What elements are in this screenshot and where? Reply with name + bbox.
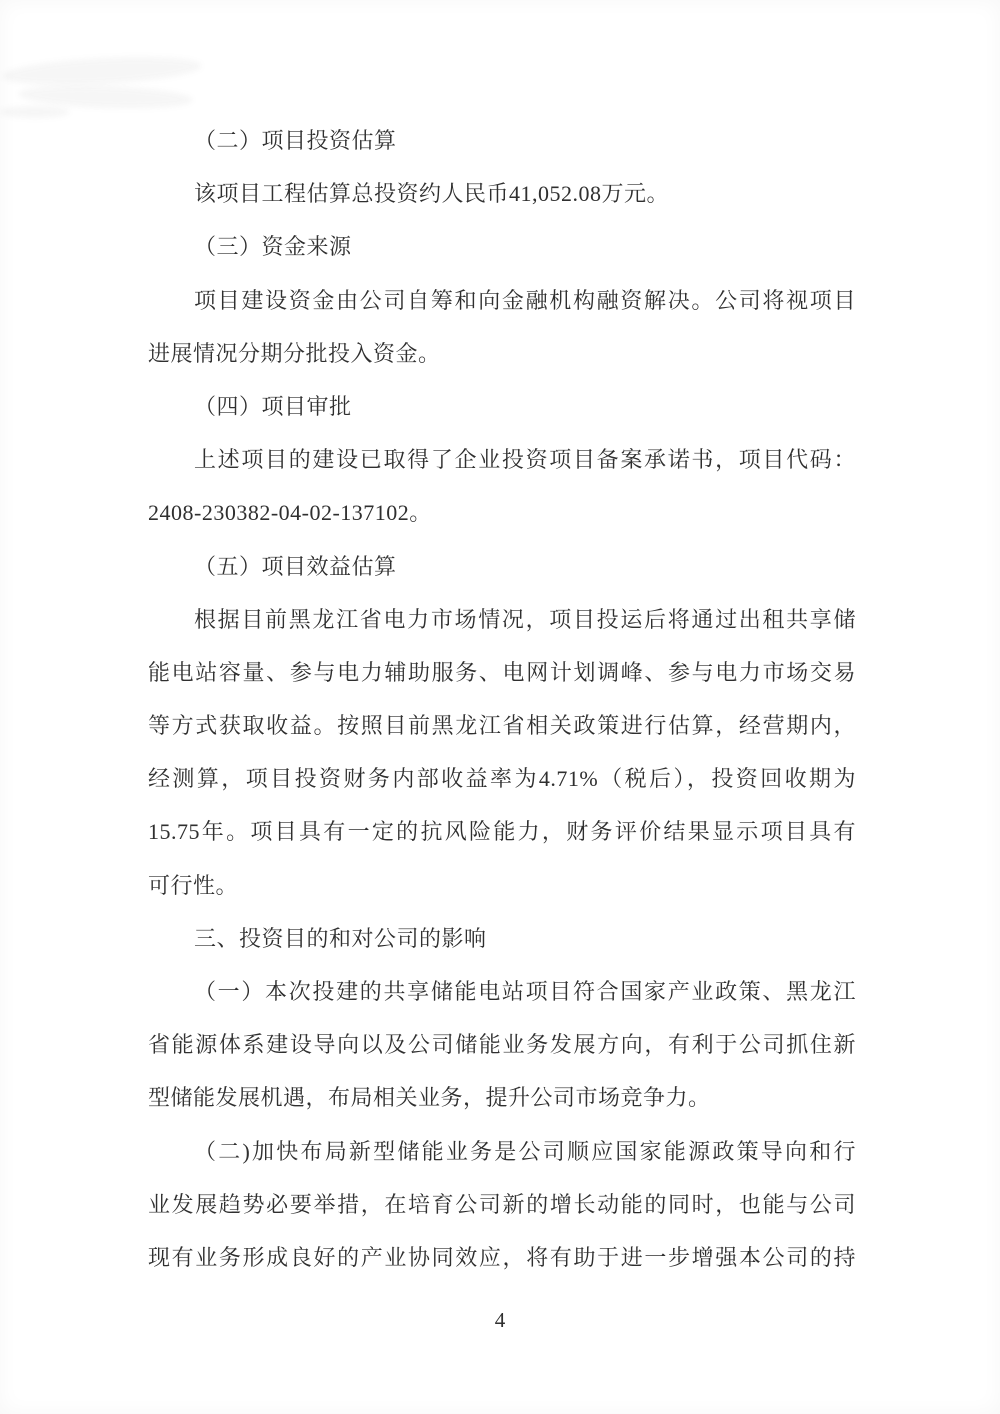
- page-number: 4: [494, 1308, 506, 1332]
- text-line: 项目建设资金由公司自筹和向金融机构融资解决。公司将视项目: [194, 287, 856, 313]
- scan-artifact: [1, 53, 202, 89]
- text-line: 进展情况分期分批投入资金。: [148, 340, 441, 366]
- text-line: （二）项目投资估算: [194, 128, 397, 153]
- text-line: 15.75年。项目具有一定的抗风险能力，财务评价结果显示项目具有: [148, 819, 856, 845]
- scan-artifact: [0, 106, 70, 118]
- text-line: 三、投资目的和对公司的影响: [194, 925, 487, 951]
- text-line: 根据目前黑龙江省电力市场情况，项目投运后将通过出租共享储: [194, 606, 856, 632]
- text-line: 该项目工程估算总投资约人民币41,052.08万元。: [194, 181, 670, 207]
- text-line: 业发展趋势必要举措，在培育公司新的增长动能的同时，也能与公司: [148, 1191, 856, 1217]
- text-line: 2408-230382-04-02-137102。: [148, 500, 432, 526]
- text-line: （三）资金来源: [194, 234, 352, 260]
- text-line: 能电站容量、参与电力辅助服务、电网计划调峰、参与电力市场交易: [148, 659, 856, 685]
- text-line: （五）项目效益估算: [194, 553, 397, 579]
- text-line: 等方式获取收益。按照目前黑龙江省相关政策进行估算，经营期内，: [148, 713, 856, 739]
- text-line: （二)加快布局新型储能业务是公司顺应国家能源政策导向和行: [194, 1138, 856, 1164]
- text-line: 经测算，项目投资财务内部收益率为4.71%（税后），投资回收期为: [148, 766, 856, 792]
- text-line: （一）本次投建的共享储能电站项目符合国家产业政策、黑龙江: [194, 979, 856, 1004]
- text-line: 省能源体系建设导向以及公司储能业务发展方向，有利于公司抓住新: [148, 1032, 856, 1058]
- document-body: [148, 114, 856, 1284]
- text-line: 上述项目的建设已取得了企业投资项目备案承诺书，项目代码：: [194, 447, 856, 473]
- text-line: 型储能发展机遇，布局相关业务，提升公司市场竞争力。: [148, 1085, 711, 1111]
- text-line: 现有业务形成良好的产业协同效应，将有助于进一步增强本公司的持: [148, 1244, 856, 1270]
- text-line: （四）项目审批: [194, 393, 352, 419]
- text-line: 可行性。: [148, 872, 239, 898]
